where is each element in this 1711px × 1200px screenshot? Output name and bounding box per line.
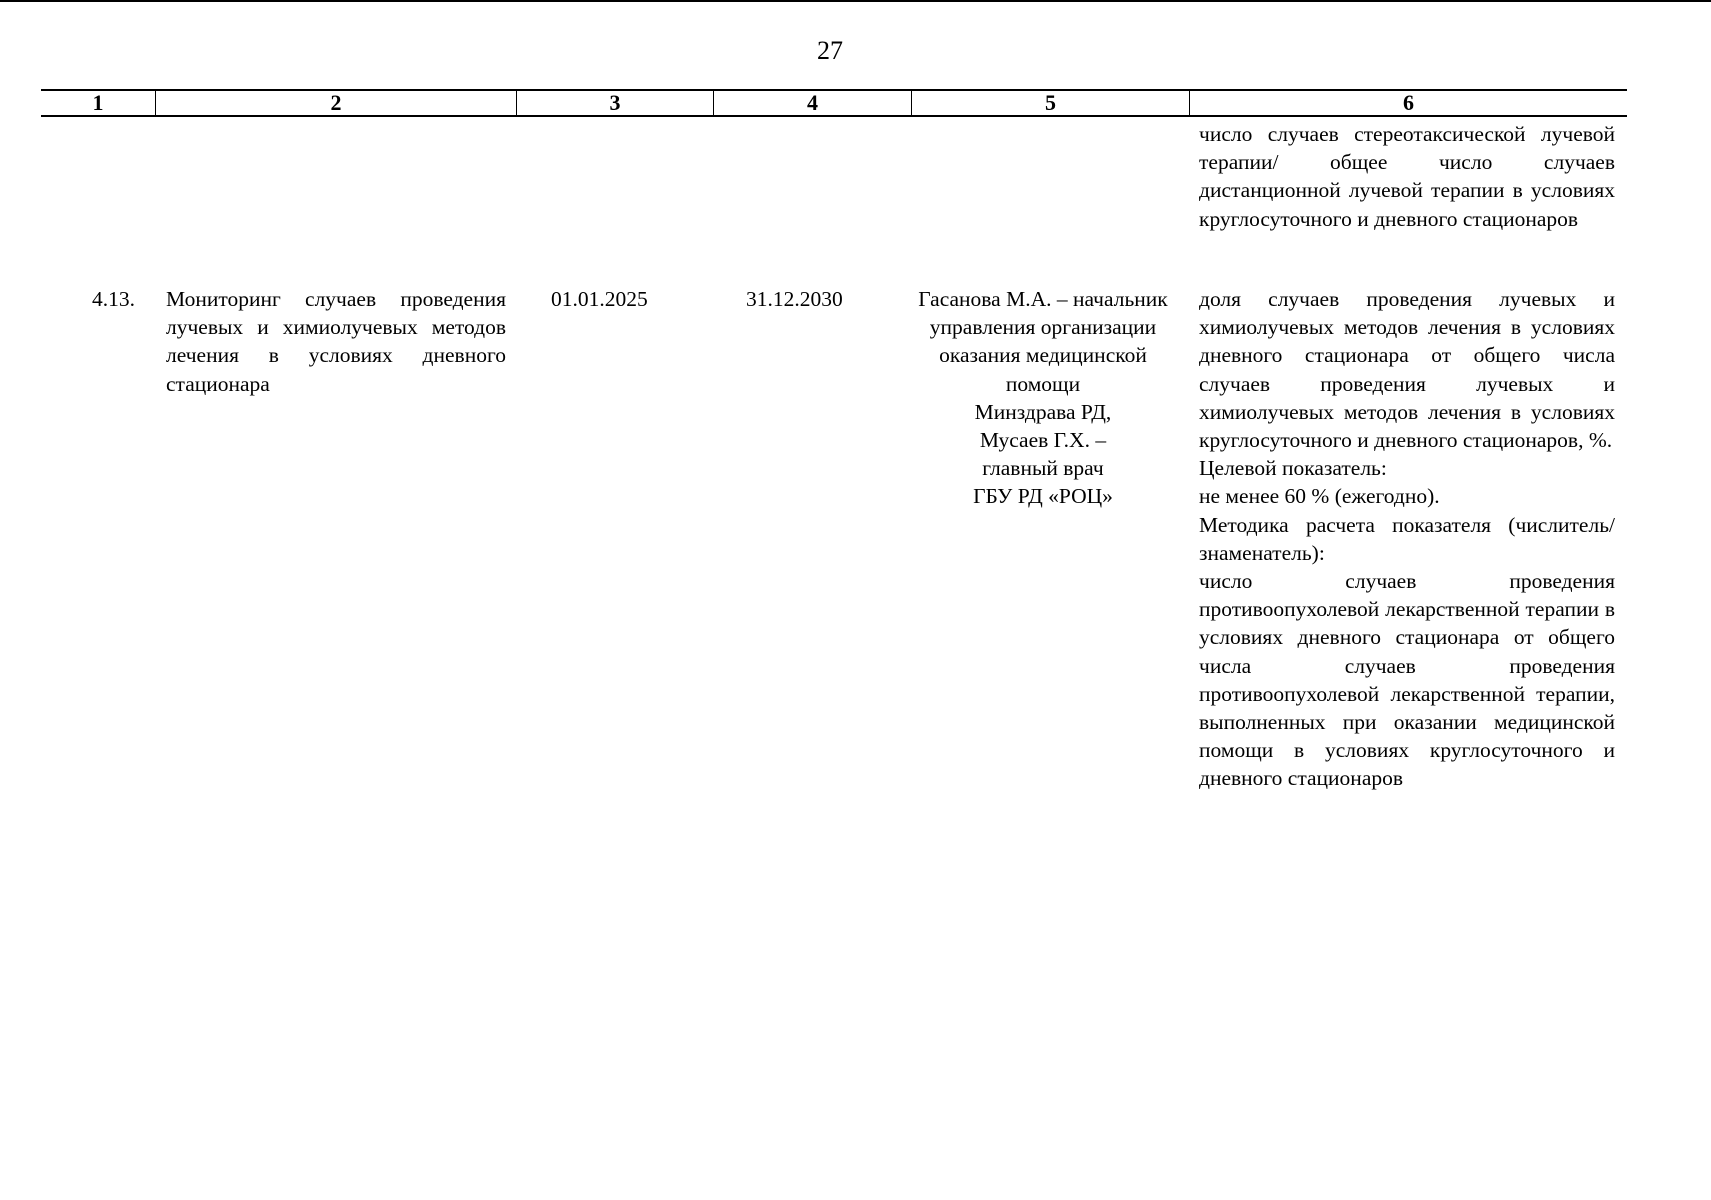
activity-name: Мониторинг случаев проведения лучевых и химиолучевых методов лечения в условиях дневного стационара	[166, 287, 506, 396]
responsible-line-2: Минздрава РД,	[974, 399, 1112, 424]
target-label: Целевой показатель:	[1199, 456, 1387, 481]
responsible-persons	[909, 285, 1177, 511]
column-header-6: 6	[1403, 90, 1414, 115]
indicator-description: доля случаев проведения лучевых и химиолучевых методов лечения в условиях дневного стационара от общего числа случаев проведения лучевых и химиолучевых методов лечения в условиях круглосуточного и дневного стационаров, %.	[1199, 287, 1615, 453]
column-header-1: 1	[41, 91, 156, 115]
responsible-line-5: ГБУ РД «РОЦ»	[973, 484, 1113, 509]
target-value: не менее 60 % (ежегодно).	[1199, 484, 1440, 509]
start-date: 01.01.2025	[551, 287, 648, 311]
row-number: 4.13.	[92, 287, 135, 311]
column-header-3: 3	[517, 91, 714, 115]
method-label: Методика расчета показателя (числитель/знаменатель):	[1199, 512, 1615, 565]
page-number: 27	[817, 36, 843, 65]
responsible-line-1: Гасанова М.А. – начальник управления организации оказания медицинской помощи	[918, 287, 1168, 396]
page-top-edge	[0, 0, 1711, 2]
table-header-row	[41, 89, 1627, 117]
indicator-cell	[1199, 285, 1615, 793]
end-date: 31.12.2030	[746, 287, 843, 311]
responsible-line-3: Мусаев Г.Х. –	[979, 428, 1107, 453]
column-header-2: 2	[156, 91, 517, 115]
continued-indicator-cell: число случаев стереотаксической лучевой терапии/ общее число случаев дистанционной лучевой терапии в условиях круглосуточного и дневного стационаров	[1199, 122, 1615, 231]
method-text: число случаев проведения противоопухолевой лекарственной терапии в условиях дневного стационара от общего числа случаев проведения противоопухолевой лекарственной терапии, выполненных при оказании медицинской помощи в условиях круглосуточного и дневного стационаров	[1199, 569, 1615, 791]
column-header-4: 4	[714, 91, 912, 115]
responsible-line-4: главный врач	[982, 456, 1104, 481]
column-header-5: 5	[912, 91, 1190, 115]
